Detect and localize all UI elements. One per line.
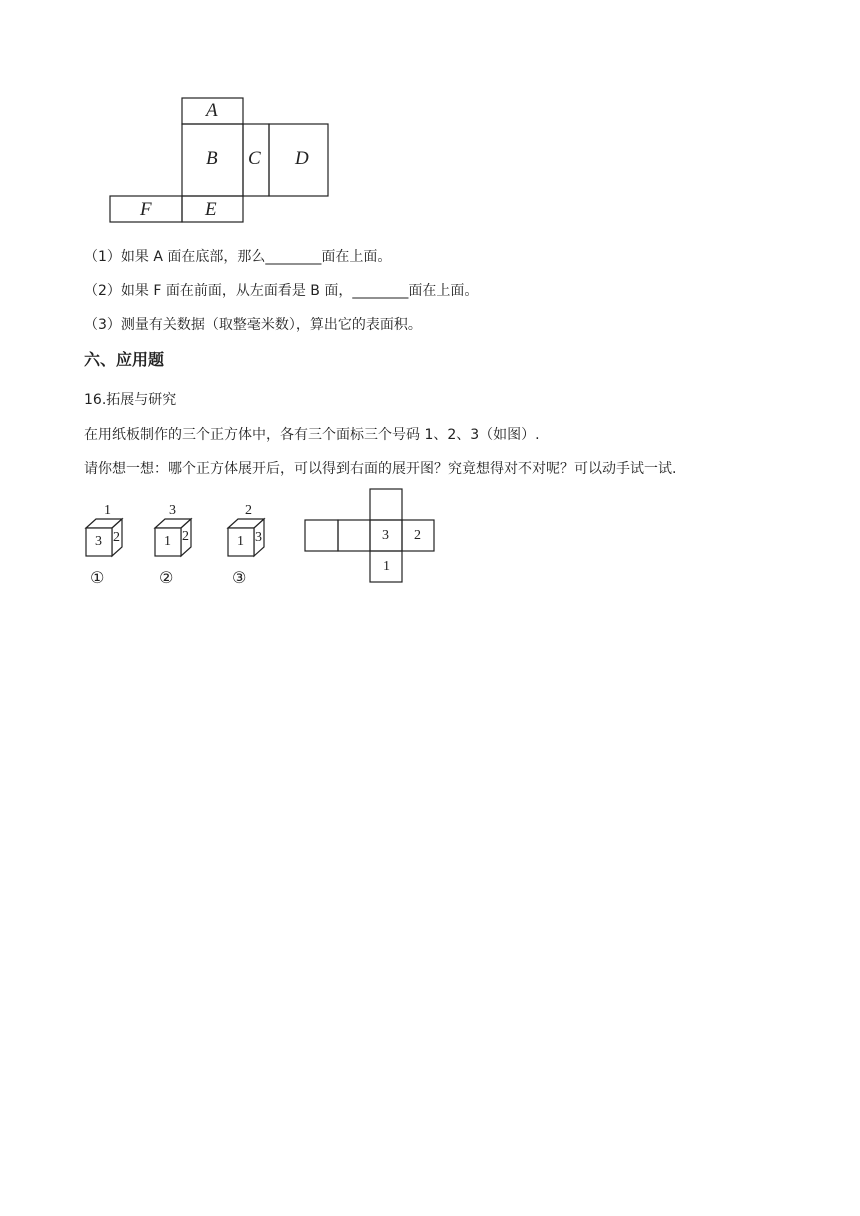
bottom-net-face-2: [338, 520, 370, 551]
question-1: （1）如果 A 面在底部，那么________面在上面。: [84, 249, 392, 265]
net-label-f: F: [140, 199, 152, 220]
cube-2-front-label: 1: [164, 534, 171, 549]
question-3: （3）测量有关数据（取整毫米数），算出它的表面积。: [84, 317, 422, 333]
cube-3-top-label: 2: [245, 503, 252, 518]
problem-16-line-2: 请你想一想：哪个正方体展开后，可以得到右面的展开图？究竟想得对不对呢？可以动手试一试.: [84, 461, 677, 477]
section-title: 六、应用题: [84, 350, 165, 369]
cube-3-mark: ③: [232, 568, 247, 587]
bottom-net-figure: [0, 0, 860, 600]
cube-1-side-label: 2: [113, 530, 120, 545]
cube-2-top-label: 3: [169, 503, 176, 518]
net-label-b: B: [206, 148, 218, 169]
net-label-e: E: [205, 199, 217, 220]
problem-16-line-1: 在用纸板制作的三个正方体中，各有三个面标三个号码 1、2、3（如图）.: [84, 427, 540, 443]
bottom-net-label-1: 1: [383, 559, 390, 574]
cube-1-mark: ①: [90, 568, 105, 587]
bottom-net-face-top: [370, 489, 402, 520]
problem-16-title: 16.拓展与研究: [84, 392, 177, 408]
net-label-d: D: [295, 148, 309, 169]
cube-2-mark: ②: [159, 568, 174, 587]
net-label-c: C: [248, 148, 261, 169]
cube-2-side-label: 2: [182, 529, 189, 544]
net-label-a: A: [206, 100, 218, 121]
bottom-net-label-2: 2: [414, 528, 421, 543]
question-2: （2）如果 F 面在前面，从左面看是 B 面，________面在上面。: [84, 283, 479, 299]
bottom-net-label-3: 3: [382, 528, 389, 543]
cube-3-front-label: 1: [237, 534, 244, 549]
cube-1-top-label: 1: [104, 503, 111, 518]
bottom-net-face-1: [305, 520, 338, 551]
cube-1-front-label: 3: [95, 534, 102, 549]
cube-3-side-label: 3: [255, 530, 262, 545]
